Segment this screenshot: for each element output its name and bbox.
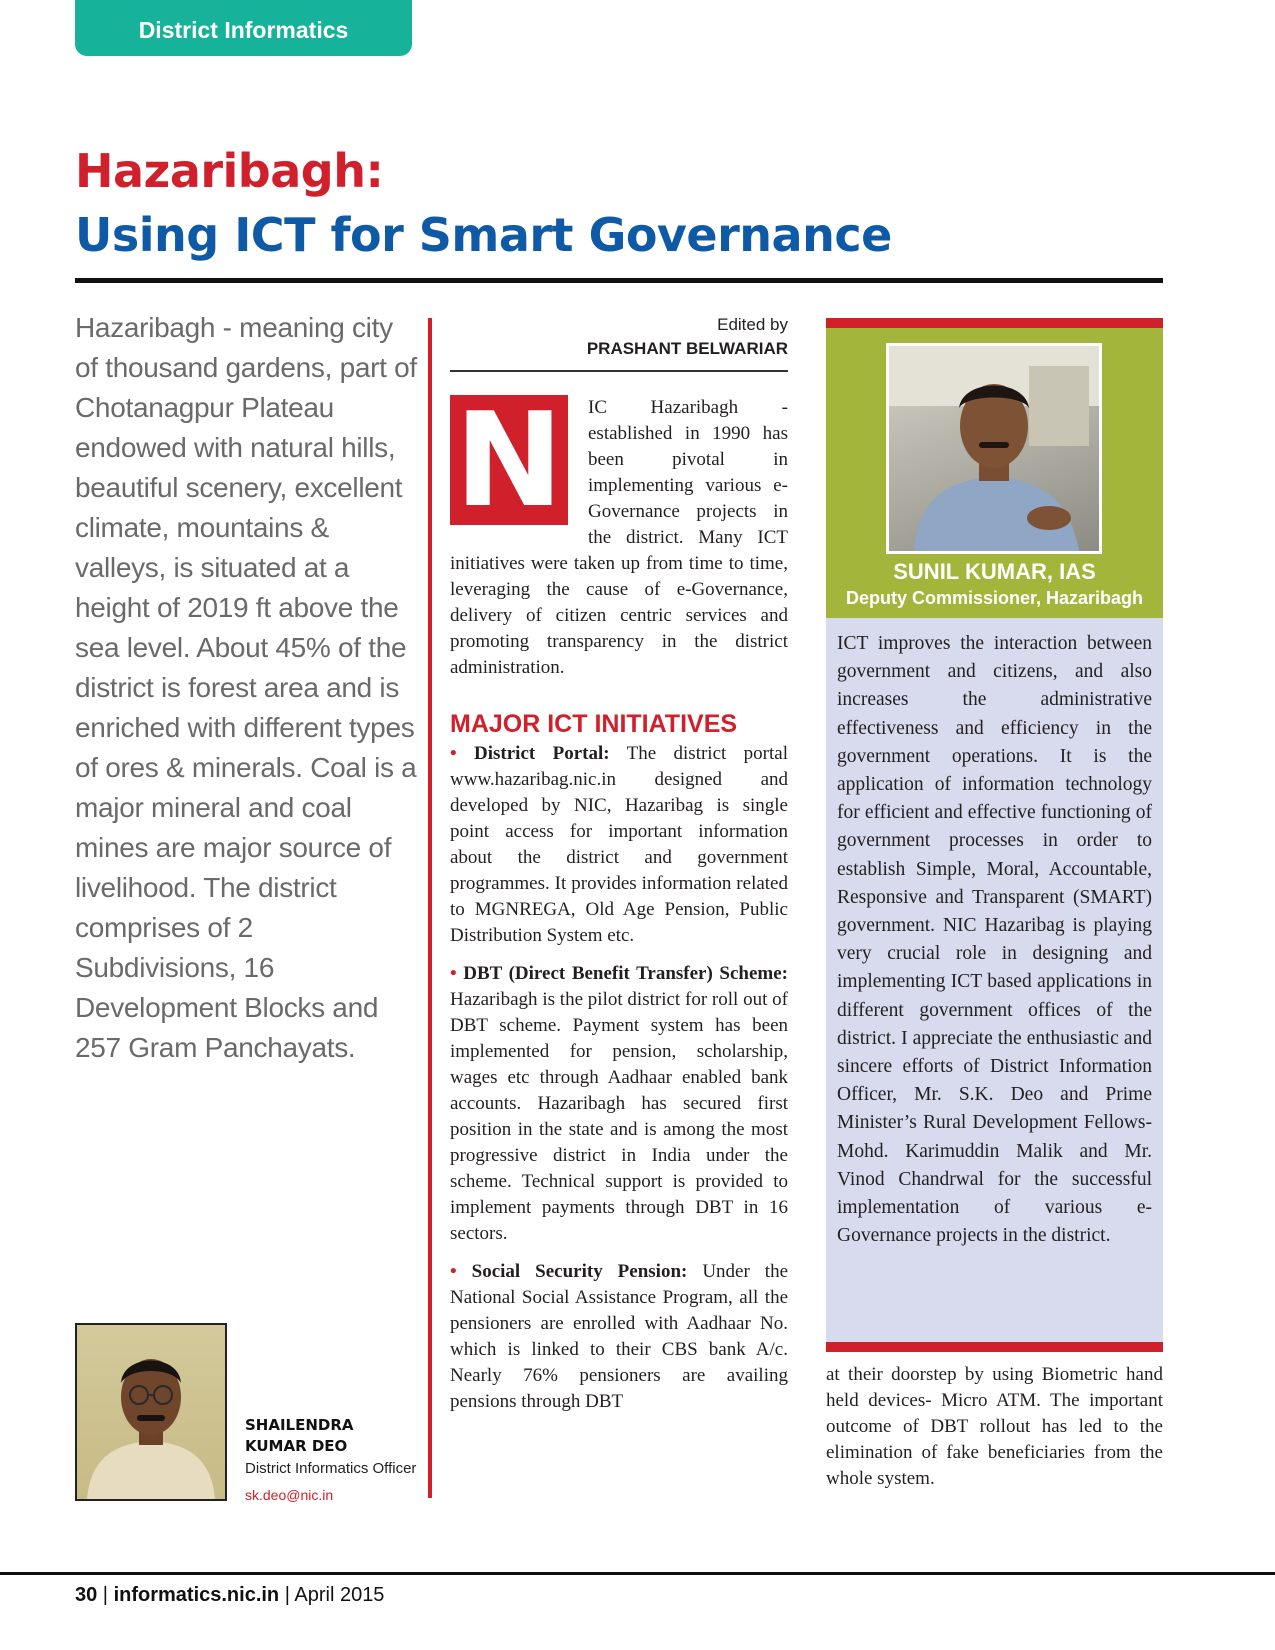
author-email-link[interactable]: sk.deo@nic.in (245, 1487, 334, 1503)
person-icon (77, 1325, 225, 1499)
article-title-line2: Using ICT for Smart Governance (75, 208, 892, 262)
bullet-icon: • (450, 1261, 457, 1282)
initiative-title: DBT (Direct Benefit Transfer) Scheme: (463, 963, 788, 984)
sidebar-top-bar (826, 318, 1163, 328)
continuation-text: at their doorstep by using Biometric hand held devices- Micro ATM. The important outcome of DBT rollout has led to the elimination of fake beneficiaries from the whole system. (826, 1364, 1163, 1489)
sidebar-bottom-bar (826, 1342, 1163, 1352)
author-photo (75, 1323, 227, 1501)
editor-name: PRASHANT BELWARIAR (586, 339, 788, 358)
editor-divider (450, 370, 788, 372)
person-icon (889, 346, 1099, 551)
column-divider (428, 318, 432, 1498)
footer-divider (0, 1572, 1275, 1575)
commissioner-photo (886, 343, 1102, 554)
author-name-line2: KUMAR DEO (245, 1437, 348, 1455)
section-label: District Informatics (138, 17, 349, 43)
initiative-text: Under the National Social Assistance Program, all the pensioners are enrolled with Aadhaar No. which is linked to their CBS bank A/c. Nearly 76% pensioners are availing pensions through DBT (450, 1261, 788, 1412)
lead-paragraph (450, 384, 788, 681)
page-footer (75, 1582, 384, 1608)
commissioner-designation: Deputy Commissioner, Hazaribagh (845, 588, 1144, 608)
editor-credit (440, 313, 788, 361)
initiative-item (450, 1259, 788, 1415)
initiative-text: Hazaribagh is the pilot district for roll out of DBT scheme. Payment system has been implemented for pension, scholarship, wages etc through Aadhaar enabled bank accounts. Hazaribagh has secured first position in the state and is among the most progressive district in India under the scheme. Technical support is provided to implement payments through DBT in 16 sectors. (450, 989, 788, 1244)
initiative-title: Social Security Pension: (471, 1261, 688, 1282)
section-heading: MAJOR ICT INITIATIVES (450, 710, 738, 738)
commissioner-name: SUNIL KUMAR, IAS (893, 559, 1096, 584)
initiative-item (450, 961, 788, 1247)
lead-text: IC Hazaribagh - established in 1990 has been pivotal in implementing various e-Governance projects in the district. Many ICT initiatives were taken up from time to time, leveraging the cause of e-Governance, delivery of citizen centric services and promoting transparency in the district administration. (450, 397, 788, 678)
author-name-line1: SHAILENDRA (245, 1416, 354, 1434)
initiative-item (450, 741, 788, 949)
footer-separator: | (97, 1584, 114, 1606)
drop-cap: N (450, 395, 568, 525)
page-number: 30 (75, 1584, 98, 1606)
footer-separator: | (279, 1584, 295, 1606)
footer-site: informatics.nic.in (113, 1584, 280, 1606)
bullet-icon: • (450, 963, 457, 984)
initiative-title: District Portal: (474, 743, 610, 764)
title-divider (75, 278, 1163, 283)
footer-date: April 2015 (294, 1584, 385, 1606)
author-role: District Informatics Officer (245, 1460, 417, 1477)
commissioner-quote: ICT improves the interaction between government and citizens, and also increases the administrative effectiveness and efficiency in the government operations. It is the application of information technology for efficient and effective functioning of government processes in order to establish Simple, Moral, Accountable, Responsive and Transparent (SMART) government. NIC Hazaribag is playing very crucial role in designing and implementing ICT based applications in different government offices of the district. I appreciate the enthusiastic and sincere efforts of District Information Officer, Mr. S.K. Deo and Prime Minister’s Rural Development Fellows- Mohd. Karimuddin Malik and Mr. Vinod Chandrwal for the successful implementation of various e-Governance projects in the district. (837, 633, 1152, 1247)
intro-text: Hazaribagh - meaning city of thousand gardens, part of Chotanagpur Plateau endowed with natural hills, beautiful scenery, excellent climate, mountains & valleys, is situated at a height of 2019 ft above the sea level. About 45% of the district is forest area and is enriched with different types of ores & minerals. Coal is a major mineral and coal mines are major source of livelihood. The district comprises of 2 Subdivisions, 16 Development Blocks and 257 Gram Panchayats. (75, 312, 417, 1063)
initiative-text: The district portal www.hazaribag.nic.in designed and developed by NIC, Hazaribag is single point access for important information about the district and government programmes. It provides information related to MGNREGA, Old Age Pension, Public Distribution System etc. (450, 743, 788, 946)
article-title-line1: Hazaribagh: (75, 144, 384, 198)
bullet-icon: • (450, 743, 457, 764)
author-name (245, 1415, 354, 1457)
article-body (450, 384, 788, 1427)
editor-label: Edited by (717, 315, 788, 334)
section-tab (75, 0, 412, 56)
